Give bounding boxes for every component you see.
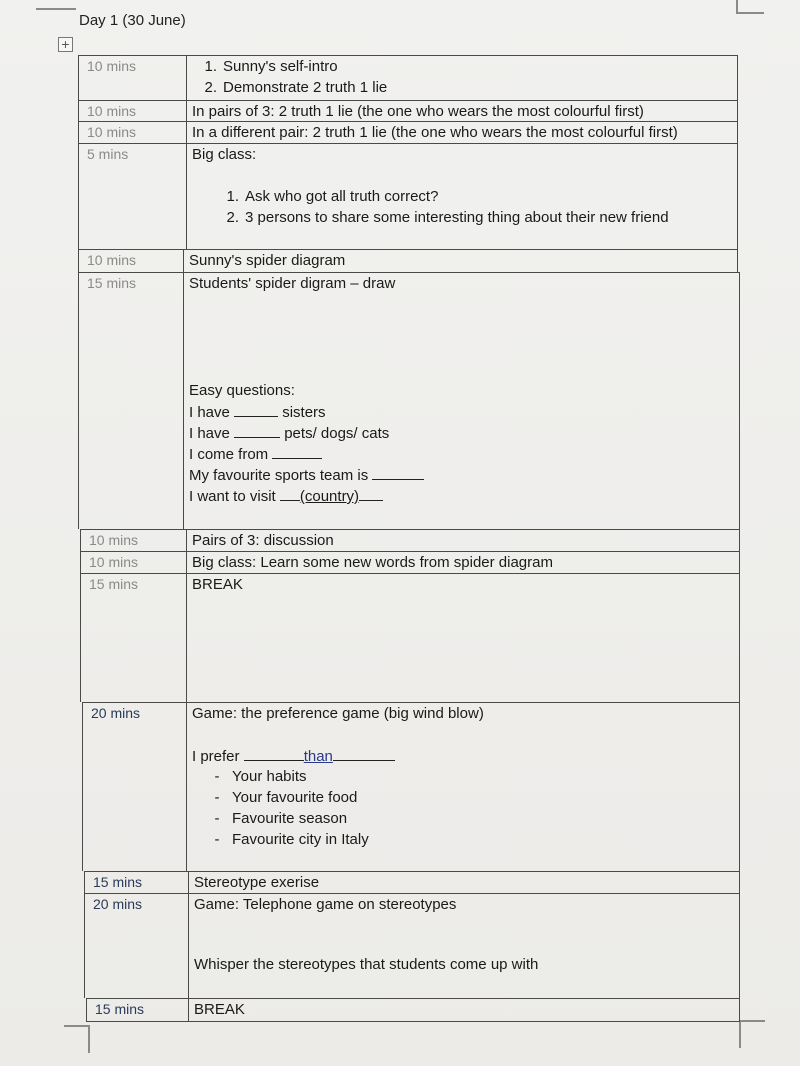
preference-line: I prefer than xyxy=(192,746,739,767)
bullet-item: - Favourite city in Italy xyxy=(214,831,369,848)
schedule-row xyxy=(78,143,738,249)
activity-cell xyxy=(189,999,739,1021)
table-move-handle-icon[interactable]: + xyxy=(58,37,73,52)
schedule-row xyxy=(78,249,738,272)
schedule-row xyxy=(86,998,740,1022)
question-line: I come from xyxy=(189,444,739,465)
activity-cell xyxy=(184,273,739,529)
duration-cell: 10 mins xyxy=(79,122,187,143)
duration-cell: 10 mins xyxy=(79,250,184,272)
schedule-row xyxy=(78,121,738,143)
activity-text: Big class: Learn some new words from spider diagram xyxy=(192,554,553,571)
activity-cell xyxy=(187,56,737,100)
question-line: I have sisters xyxy=(189,404,326,421)
crop-mark-bottom-right xyxy=(739,1020,765,1048)
duration-cell: 15 mins xyxy=(87,999,189,1021)
numbered-item: 1. Ask who got all truth correct? xyxy=(226,188,439,205)
numbered-item: 2. Demonstrate 2 truth 1 lie xyxy=(204,79,388,96)
activity-text: BREAK xyxy=(194,1001,245,1018)
schedule-row xyxy=(82,702,740,871)
activity-cell xyxy=(189,894,739,998)
crop-mark-top-left xyxy=(36,0,76,10)
activity-text: Game: Telephone game on stereotypes xyxy=(194,896,457,913)
activity-text: In a different pair: 2 truth 1 lie (the one who wears the most colourful first) xyxy=(192,124,678,141)
question-line: My favourite sports team is xyxy=(189,465,739,486)
duration-cell: 10 mins xyxy=(81,530,187,551)
schedule-row xyxy=(78,100,738,121)
activity-text: Whisper the stereotypes that students come up with xyxy=(194,956,539,973)
duration-cell: 20 mins xyxy=(83,703,187,871)
duration-cell: 20 mins xyxy=(85,894,189,998)
numbered-item: 1. Sunny's self-intro xyxy=(204,58,338,75)
easy-questions-heading: Easy questions: xyxy=(189,382,295,399)
schedule-row xyxy=(80,529,740,551)
activity-cell xyxy=(187,101,737,121)
duration-cell: 10 mins xyxy=(79,56,187,100)
duration-cell: 15 mins xyxy=(85,872,189,893)
activity-text: Students' spider digram – draw xyxy=(189,275,396,292)
duration-cell: 10 mins xyxy=(79,101,187,121)
duration-cell: 15 mins xyxy=(81,574,187,702)
activity-text: BREAK xyxy=(192,576,243,593)
schedule-row xyxy=(78,55,738,100)
schedule-row xyxy=(84,871,740,893)
activity-text: Pairs of 3: discussion xyxy=(192,532,334,549)
activity-cell xyxy=(189,872,739,893)
activity-cell xyxy=(187,552,739,573)
bullet-item: - Your habits xyxy=(214,768,307,785)
crop-mark-bottom-left xyxy=(64,1025,90,1053)
activity-cell xyxy=(187,574,739,702)
crop-mark-top-right xyxy=(736,0,764,14)
activity-cell xyxy=(187,703,739,871)
activity-cell xyxy=(187,144,737,249)
activity-text: Big class: xyxy=(192,146,257,163)
schedule-row xyxy=(78,272,740,529)
day-heading: Day 1 (30 June) xyxy=(79,12,186,29)
activity-text: In pairs of 3: 2 truth 1 lie (the one who wears the most colourful first) xyxy=(192,103,644,120)
schedule-row xyxy=(80,551,740,573)
question-line: I have pets/ dogs/ cats xyxy=(189,425,390,442)
activity-text: Stereotype exerise xyxy=(194,874,320,891)
activity-cell xyxy=(187,122,737,143)
schedule-row xyxy=(84,893,740,998)
duration-cell: 15 mins xyxy=(79,273,184,529)
question-line: I want to visit (country) xyxy=(189,486,739,507)
bullet-item: - Your favourite food xyxy=(214,789,358,806)
schedule-row xyxy=(80,573,740,702)
activity-text: Sunny's spider diagram xyxy=(189,252,346,269)
activity-text: Game: the preference game (big wind blow) xyxy=(192,705,484,722)
activity-cell xyxy=(184,250,737,272)
bullet-item: - Favourite season xyxy=(214,810,348,827)
duration-cell: 10 mins xyxy=(81,552,187,573)
activity-cell xyxy=(187,530,739,551)
numbered-item: 2. 3 persons to share some interesting thing about their new friend xyxy=(226,209,669,226)
duration-cell: 5 mins xyxy=(79,144,187,249)
